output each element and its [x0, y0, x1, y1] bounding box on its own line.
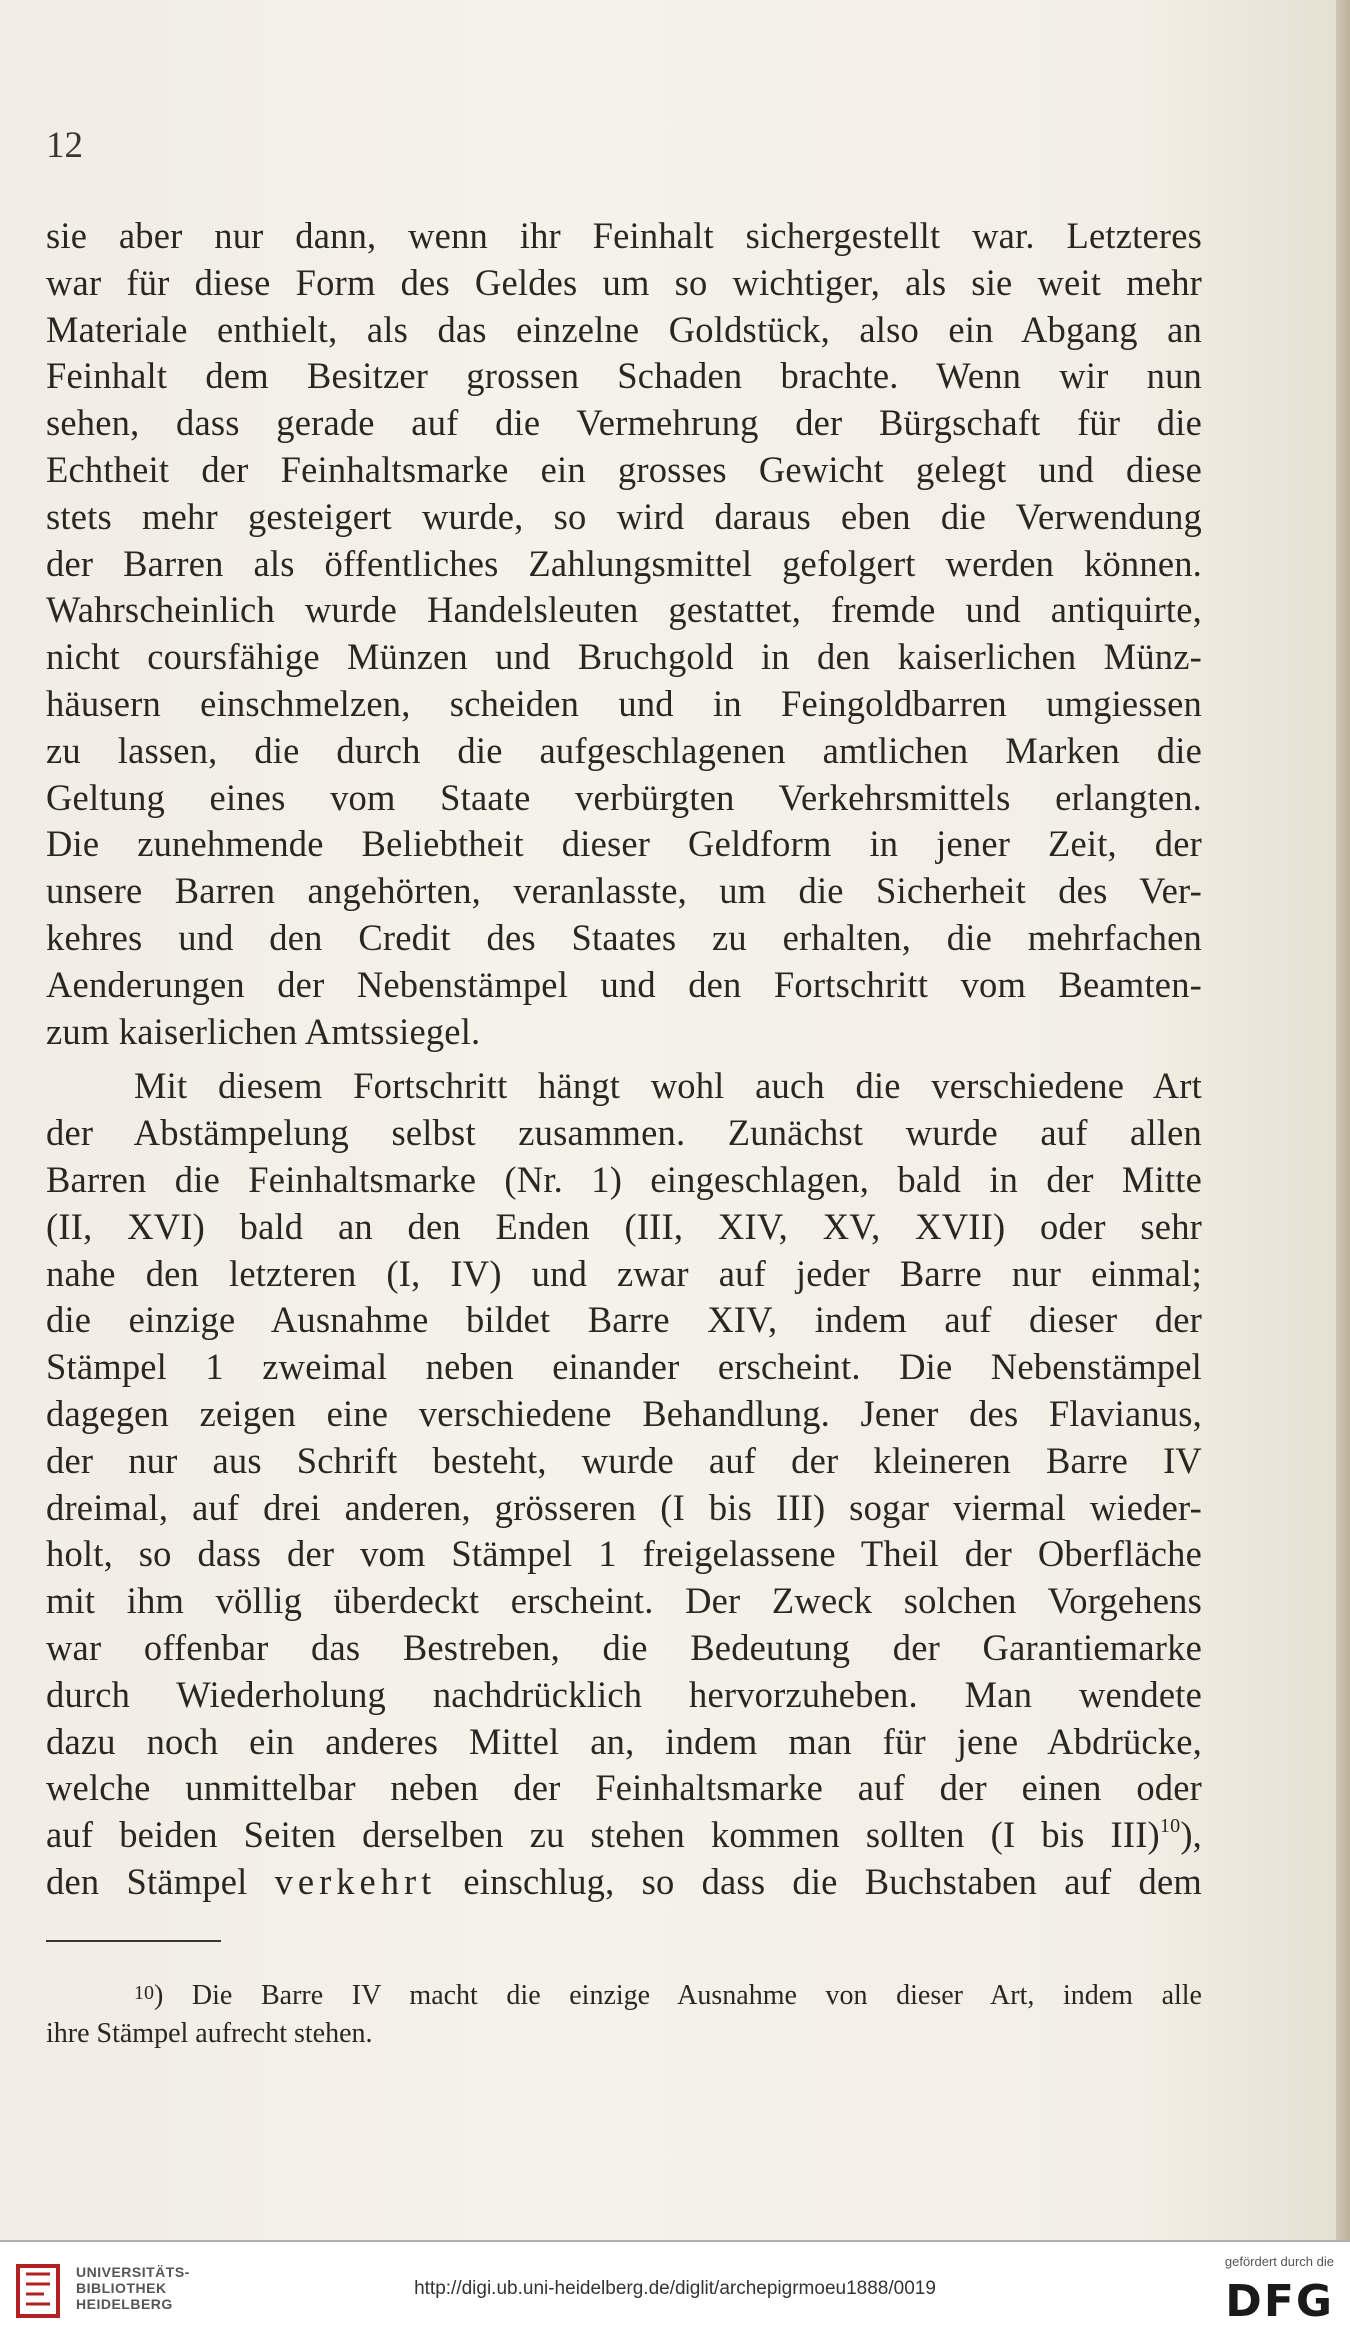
text-line: zum kaiserlichen Amtssiegel. [46, 1010, 481, 1052]
page-edge [1336, 0, 1350, 2240]
footer-bar [0, 2240, 1350, 2340]
text-line: dazu noch ein anderes Mittel an, indem man für jene Abdrücke, [46, 1720, 1202, 1762]
text-line: nahe den letzteren (I, IV) und zwar auf jeder Barre nur einmal; [46, 1252, 1202, 1294]
text-line: der Barren als öffentliches Zahlungsmittel gefolgert werden können. [46, 542, 1202, 584]
text-line: sie aber nur dann, wenn ihr Feinhalt sichergestellt war. Letzteres [46, 215, 1202, 256]
text-line: die einzige Ausnahme bildet Barre XIV, indem auf dieser der [46, 1299, 1202, 1341]
text-line: (II, XVI) bald an den Enden (III, XIV, XV, XVII) oder sehr [46, 1205, 1202, 1247]
text-line: der Abstämpelung selbst zusammen. Zunächst wurde auf allen [46, 1112, 1202, 1154]
text-line: sehen, dass gerade auf die Vermehrung der Bürgschaft für die [46, 402, 1202, 444]
text-line: dreimal, auf drei anderen, grösseren (I bis III) sogar viermal wieder- [46, 1486, 1202, 1528]
text-line: welche unmittelbar neben der Feinhaltsmarke auf der einen oder [46, 1767, 1202, 1809]
library-name-line: UNIVERSITÄTS- [76, 2264, 190, 2280]
text-line: war offenbar das Bestreben, die Bedeutung der Garantiemarke [46, 1627, 1202, 1668]
text-line: war für diese Form des Geldes um so wichtiger, als sie weit mehr [46, 261, 1202, 303]
library-name-line: BIBLIOTHEK [76, 2280, 167, 2296]
text-line: dagegen zeigen eine verschiedene Behandlung. Jener des Flavianus, [46, 1393, 1202, 1434]
text-line: zu lassen, die durch die aufgeschlagenen amtlichen Marken die [46, 729, 1202, 771]
text-line: kehres und den Credit des Staates zu erhalten, die mehrfachen [46, 917, 1202, 958]
text-line: Stämpel 1 zweimal neben einander erscheint. Die Nebenstämpel [46, 1346, 1202, 1388]
footnote-text: ) Die Barre IV macht die einzige Ausnahme von dieser Art, indem alle [154, 1980, 1202, 2011]
page-number: 12 [46, 125, 83, 166]
footnote-ref: 10 [1159, 1815, 1181, 1838]
text-line: Barren die Feinhaltsmarke (Nr. 1) eingeschlagen, bald in der Mitte [46, 1159, 1202, 1200]
text-line: häusern einschmelzen, scheiden und in Feingoldbarren umgiessen [46, 683, 1202, 724]
text-line: Aenderungen der Nebenstämpel und den Fortschritt vom Beamten- [46, 963, 1202, 1005]
text-line: nicht coursfähige Münzen und Bruchgold in den kaiserlichen Münz- [46, 636, 1202, 678]
text-line: Die zunehmende Beliebtheit dieser Geldform in jener Zeit, der [46, 823, 1202, 865]
text-line: auf beiden Seiten derselben zu stehen kommen sollten (I bis III)$^{10}$), [46, 1814, 1202, 1856]
text-line: Mit diesem Fortschritt hängt wohl auch die verschiedene Art [134, 1065, 1202, 1107]
text-line: Materiale enthielt, als das einzelne Goldstück, also ein Abgang an [46, 308, 1202, 350]
text-line: stets mehr gesteigert wurde, so wird daraus eben die Verwendung [46, 495, 1202, 537]
footnote-marker: 10 [134, 1982, 154, 2004]
dfg-logo: DFG [1225, 2276, 1334, 2327]
library-name-line: HEIDELBERG [76, 2296, 173, 2312]
text-line: Echtheit der Feinhaltsmarke ein grosses Gewicht gelegt und diese [46, 449, 1202, 490]
text-line: den Stämpel verkehrt einschlug, so dass die Buchstaben auf dem [46, 1861, 1202, 1902]
permalink-url[interactable]: http://digi.ub.uni-heidelberg.de/diglit/archepigrmoeu1888/0019 [414, 2278, 936, 2299]
text-line: Feinhalt dem Besitzer grossen Schaden brachte. Wenn wir nun [46, 355, 1202, 397]
funded-by-label: gefördert durch die [1224, 2254, 1334, 2269]
text-line: Geltung eines vom Staate verbürgten Verkehrsmittels erlangten. [46, 776, 1202, 818]
text-line: Wahrscheinlich wurde Handelsleuten gestattet, fremde und antiquirte, [46, 589, 1202, 631]
text-line: holt, so dass der vom Stämpel 1 freigelassene Theil der Oberfläche [46, 1533, 1202, 1575]
footnote-line: ihre Stämpel aufrecht stehen. [46, 2018, 373, 2049]
footnote-line [46, 1978, 1202, 2014]
footnote-rule [46, 1940, 221, 1942]
text-line: mit ihm völlig überdeckt erscheint. Der Zweck solchen Vorgehens [46, 1580, 1202, 1622]
text-line: unsere Barren angehörten, veranlasste, um die Sicherheit des Ver- [46, 870, 1202, 912]
emphasized-word: verkehrt [274, 1861, 437, 1902]
text-line: durch Wiederholung nachdrücklich hervorzuheben. Man wendete [46, 1673, 1202, 1715]
text-line: der nur aus Schrift besteht, wurde auf der kleineren Barre IV [46, 1439, 1202, 1481]
